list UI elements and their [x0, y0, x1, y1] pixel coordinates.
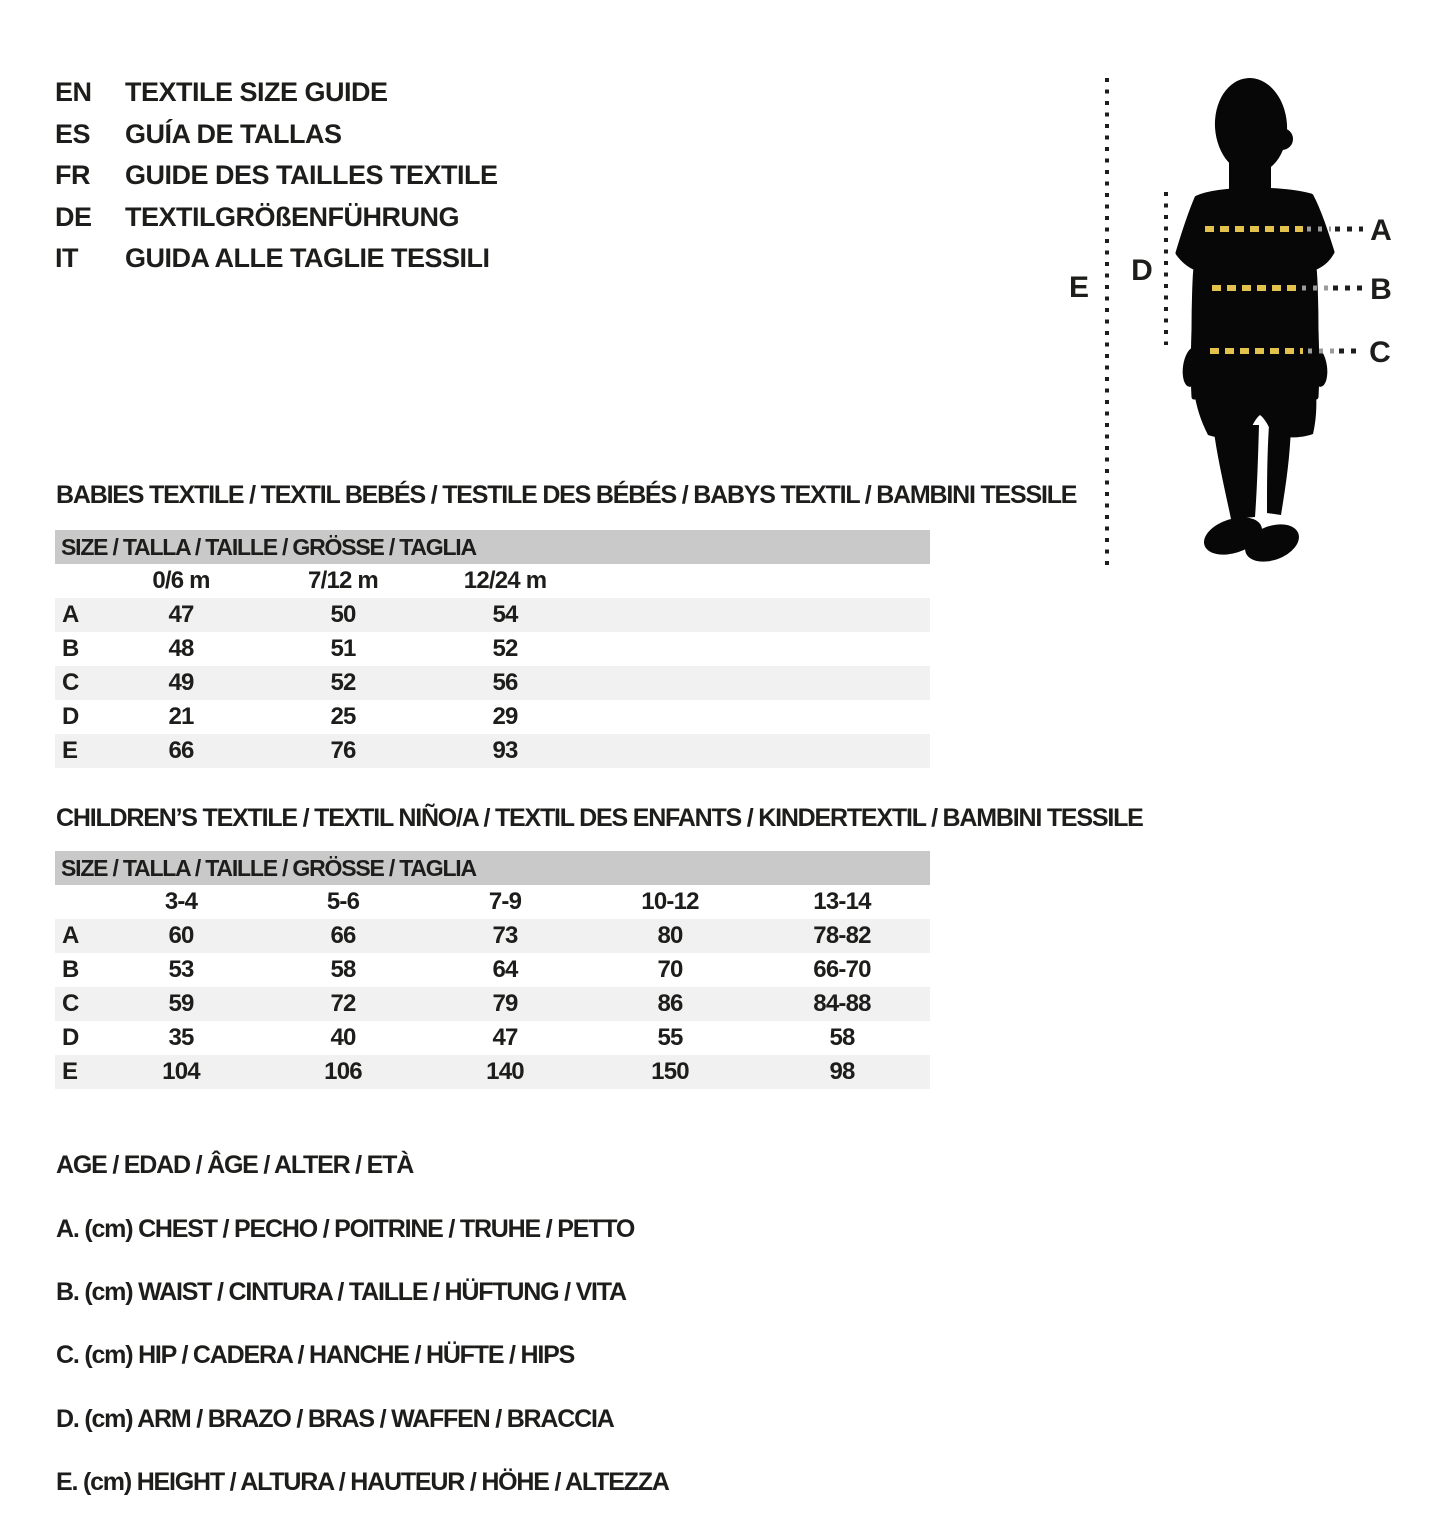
- babies-col-12-24m: 12/24 m: [463, 567, 547, 594]
- legend-chest: A. (cm) CHEST / PECHO / POITRINE / TRUHE / PETTO: [56, 1214, 635, 1243]
- child-measurement-figure: [1045, 65, 1445, 595]
- legend-height: E. (cm) HEIGHT / ALTURA / HAUTEUR / HÖHE / ALTEZZA: [56, 1468, 669, 1497]
- children-size-table: [55, 851, 930, 1089]
- babies-column-header-row: [55, 564, 930, 598]
- babies-size-table: [55, 530, 930, 768]
- children-col-3-4: 3-4: [164, 888, 198, 915]
- language-row-de: [55, 197, 498, 239]
- children-size-header-bar: [55, 851, 930, 885]
- babies-section-title: BABIES TEXTILE / TEXTIL BEBÉS / TESTILE DES BÉBÉS / BABYS TEXTIL / BAMBINI TESSILE: [56, 481, 1077, 509]
- child-silhouette-icon: [1178, 76, 1332, 569]
- babies-size-header-bar: [55, 530, 930, 564]
- babies-size-header-text: SIZE / TALLA / TAILLE / GRÖSSE / TAGLIA: [61, 533, 476, 560]
- legend-age: AGE / EDAD / ÂGE / ALTER / ETÀ: [56, 1151, 414, 1180]
- language-title-fr: GUIDE DES TAILLES TEXTILE: [125, 160, 498, 191]
- babies-row-c: C 49 52 56: [55, 666, 930, 700]
- children-col-5-6: 5-6: [326, 888, 360, 915]
- children-row-b: B 53 58 64 70 66-70: [62, 956, 871, 983]
- children-row-d: D 35 40 47 55 58: [62, 1024, 855, 1051]
- label-c: C: [1369, 336, 1391, 369]
- language-title-es: GUÍA DE TALLAS: [125, 118, 342, 149]
- children-col-10-12: 10-12: [641, 888, 699, 915]
- language-code-es: ES: [55, 118, 91, 149]
- children-col-7-9: 7-9: [488, 888, 522, 915]
- children-row-a: A 60 66 73 80 78-82: [55, 919, 930, 953]
- children-row-e: E 104 106 140 150 98: [55, 1055, 930, 1089]
- label-e: E: [1068, 271, 1090, 304]
- babies-row-a: A 47 50 54: [55, 598, 930, 632]
- babies-col-7-12m: 7/12 m: [308, 567, 378, 594]
- language-title-en: TEXTILE SIZE GUIDE: [125, 77, 388, 108]
- label-d: D: [1131, 254, 1153, 287]
- language-code-de: DE: [55, 201, 92, 232]
- legend-arm: D. (cm) ARM / BRAZO / BRAS / WAFFEN / BRACCIA: [56, 1404, 614, 1433]
- language-row-en: [55, 72, 498, 114]
- language-row-fr: [55, 155, 498, 197]
- language-title-de: TEXTILGRÖßENFÜHRUNG: [125, 201, 459, 232]
- babies-row-e: E 66 76 93: [55, 734, 930, 768]
- legend-hip: C. (cm) HIP / CADERA / HANCHE / HÜFTE / HIPS: [56, 1341, 575, 1370]
- language-code-fr: FR: [55, 160, 90, 191]
- language-code-en: EN: [55, 77, 92, 108]
- measurement-legend: [56, 1134, 669, 1514]
- babies-row-d: D 21 25 29: [62, 703, 518, 730]
- children-size-header-text: SIZE / TALLA / TAILLE / GRÖSSE / TAGLIA: [61, 854, 476, 881]
- language-title-it: GUIDA ALLE TAGLIE TESSILI: [125, 243, 490, 274]
- legend-waist: B. (cm) WAIST / CINTURA / TAILLE / HÜFTUNG / VITA: [56, 1277, 626, 1306]
- language-row-it: [55, 238, 498, 280]
- label-b: B: [1370, 273, 1392, 306]
- children-column-header-row: [55, 885, 930, 919]
- label-a: A: [1370, 214, 1392, 247]
- children-section-title: CHILDREN’S TEXTILE / TEXTIL NIÑO/A / TEXTIL DES ENFANTS / KINDERTEXTIL / BAMBINI TESSILE: [56, 804, 1143, 832]
- babies-row-b: B 48 51 52: [62, 635, 518, 662]
- children-col-13-14: 13-14: [813, 888, 871, 915]
- babies-col-0-6m: 0/6 m: [152, 567, 210, 594]
- language-row-es: [55, 114, 498, 156]
- children-row-c: C 59 72 79 86 84-88: [55, 987, 930, 1021]
- language-code-it: IT: [55, 243, 78, 274]
- language-title-list: [55, 72, 498, 280]
